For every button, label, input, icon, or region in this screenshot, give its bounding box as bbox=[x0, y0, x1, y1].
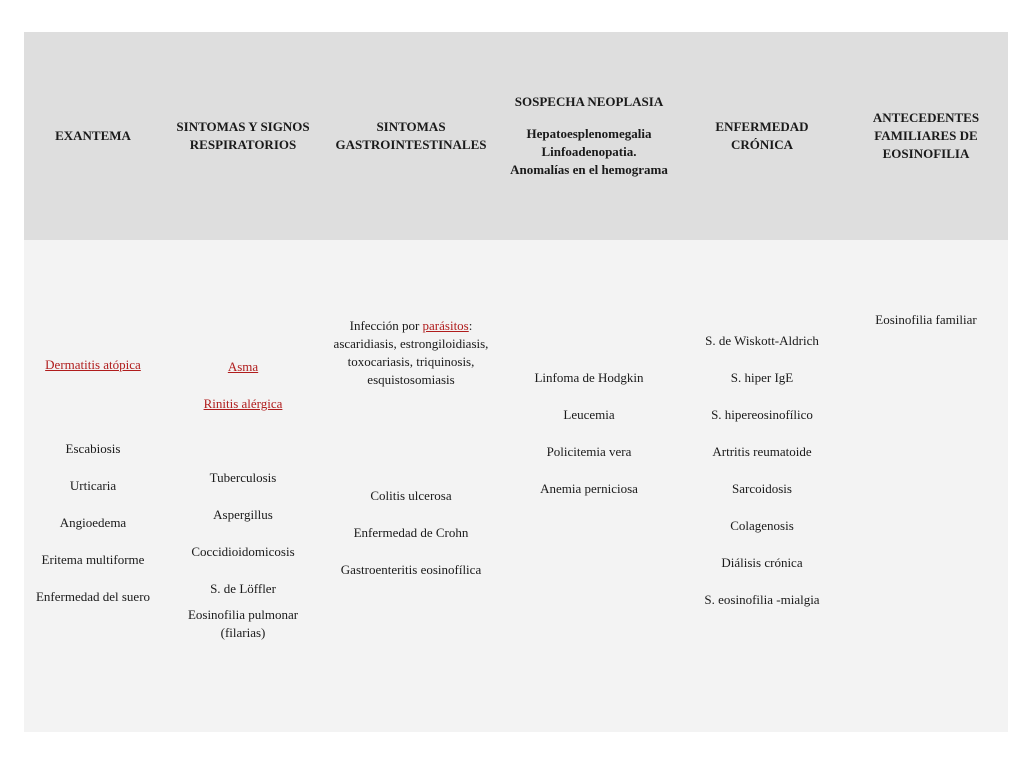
infeccion-suffix: : bbox=[468, 318, 473, 333]
header-line: GASTROINTESTINALES bbox=[335, 137, 487, 152]
list-item: Eosinofilia pulmonar bbox=[187, 607, 299, 622]
header-antecedentes bbox=[844, 32, 1008, 240]
list-item: S. de Wiskott-Aldrich bbox=[705, 333, 819, 348]
infeccion-line bbox=[328, 317, 494, 335]
list-item: S. de Löffler bbox=[210, 581, 276, 596]
exantema-list bbox=[24, 430, 162, 615]
list-item: Colitis ulcerosa bbox=[370, 488, 452, 503]
header-neoplasia-title: SOSPECHA NEOPLASIA bbox=[514, 94, 664, 109]
infeccion-prefix: Infección por bbox=[349, 318, 423, 333]
list-item: Sarcoidosis bbox=[732, 481, 792, 496]
header-exantema bbox=[24, 32, 162, 240]
header-exantema-text: EXANTEMA bbox=[55, 128, 131, 143]
neoplasia-list bbox=[498, 359, 680, 507]
list-item: Artritis reumatoide bbox=[712, 444, 812, 459]
header-respiratorios bbox=[162, 32, 324, 240]
header-line: SINTOMAS Y SIGNOS bbox=[176, 119, 310, 134]
respiratorios-links bbox=[162, 348, 324, 422]
header-line: ANTECEDENTES bbox=[872, 110, 980, 125]
header-neoplasia-sub: Anomalías en el hemograma bbox=[510, 162, 668, 177]
header-line: EOSINOFILIA bbox=[882, 146, 970, 161]
list-item: Escabiosis bbox=[65, 441, 121, 456]
table-header-row bbox=[24, 32, 1008, 240]
header-line: SINTOMAS bbox=[376, 119, 446, 134]
header-neoplasia bbox=[498, 32, 680, 240]
list-item: S. hipereosinofílico bbox=[711, 407, 813, 422]
list-item: toxocariasis, triquinosis, bbox=[347, 354, 475, 369]
list-item: Angioedema bbox=[59, 515, 127, 530]
gastro-list bbox=[324, 477, 498, 588]
list-item: Colagenosis bbox=[730, 518, 794, 533]
list-item: Linfoma de Hodgkin bbox=[534, 370, 644, 385]
list-item: Coccidioidomicosis bbox=[191, 544, 295, 559]
list-item: Eritema multiforme bbox=[41, 552, 145, 567]
list-item: Enfermedad del suero bbox=[35, 589, 151, 604]
list-item: Leucemia bbox=[563, 407, 615, 422]
list-item: Policitemia vera bbox=[546, 444, 632, 459]
header-neoplasia-sub: Hepatoesplenomegalia bbox=[526, 126, 652, 141]
respiratorios-last bbox=[162, 606, 324, 642]
header-line: RESPIRATORIOS bbox=[189, 137, 297, 152]
list-item: Anemia perniciosa bbox=[540, 481, 638, 496]
header-line: CRÓNICA bbox=[730, 137, 794, 152]
eosinophilia-table bbox=[24, 32, 1008, 732]
list-item: Aspergillus bbox=[213, 507, 273, 522]
list-item: (filarias) bbox=[220, 625, 266, 640]
antecedentes-list bbox=[844, 311, 1008, 329]
list-item: S. eosinofilia -mialgia bbox=[704, 592, 820, 607]
gastro-infeccion bbox=[324, 317, 498, 389]
header-cronica bbox=[680, 32, 844, 240]
cronica-list bbox=[680, 322, 844, 618]
header-line: ENFERMEDAD bbox=[715, 119, 809, 134]
list-item: Enfermedad de Crohn bbox=[353, 525, 469, 540]
respiratorios-list bbox=[162, 459, 324, 607]
list-item: Eosinofilia familiar bbox=[875, 312, 977, 327]
table-body-row bbox=[24, 240, 1008, 732]
link-parasitos[interactable]: parásitos bbox=[422, 318, 469, 333]
list-item: S. hiper IgE bbox=[730, 370, 794, 385]
list-item: Gastroenteritis eosinofílica bbox=[340, 562, 482, 577]
header-gastro bbox=[324, 32, 498, 240]
header-line: FAMILIARES DE bbox=[874, 128, 978, 143]
list-item: Tuberculosis bbox=[209, 470, 277, 485]
list-item: esquistosomiasis bbox=[367, 372, 455, 387]
exantema-link-cell bbox=[24, 356, 162, 374]
link-asma[interactable]: Asma bbox=[227, 359, 259, 374]
list-item: Diálisis crónica bbox=[721, 555, 803, 570]
link-dermatitis-atopica[interactable]: Dermatitis atópica bbox=[45, 357, 141, 372]
link-rinitis-alergica[interactable]: Rinitis alérgica bbox=[203, 396, 283, 411]
list-item: Urticaria bbox=[69, 478, 117, 493]
list-item: ascaridiasis, estrongiloidiasis, bbox=[333, 336, 489, 351]
header-neoplasia-sub: Linfoadenopatia. bbox=[541, 144, 637, 159]
